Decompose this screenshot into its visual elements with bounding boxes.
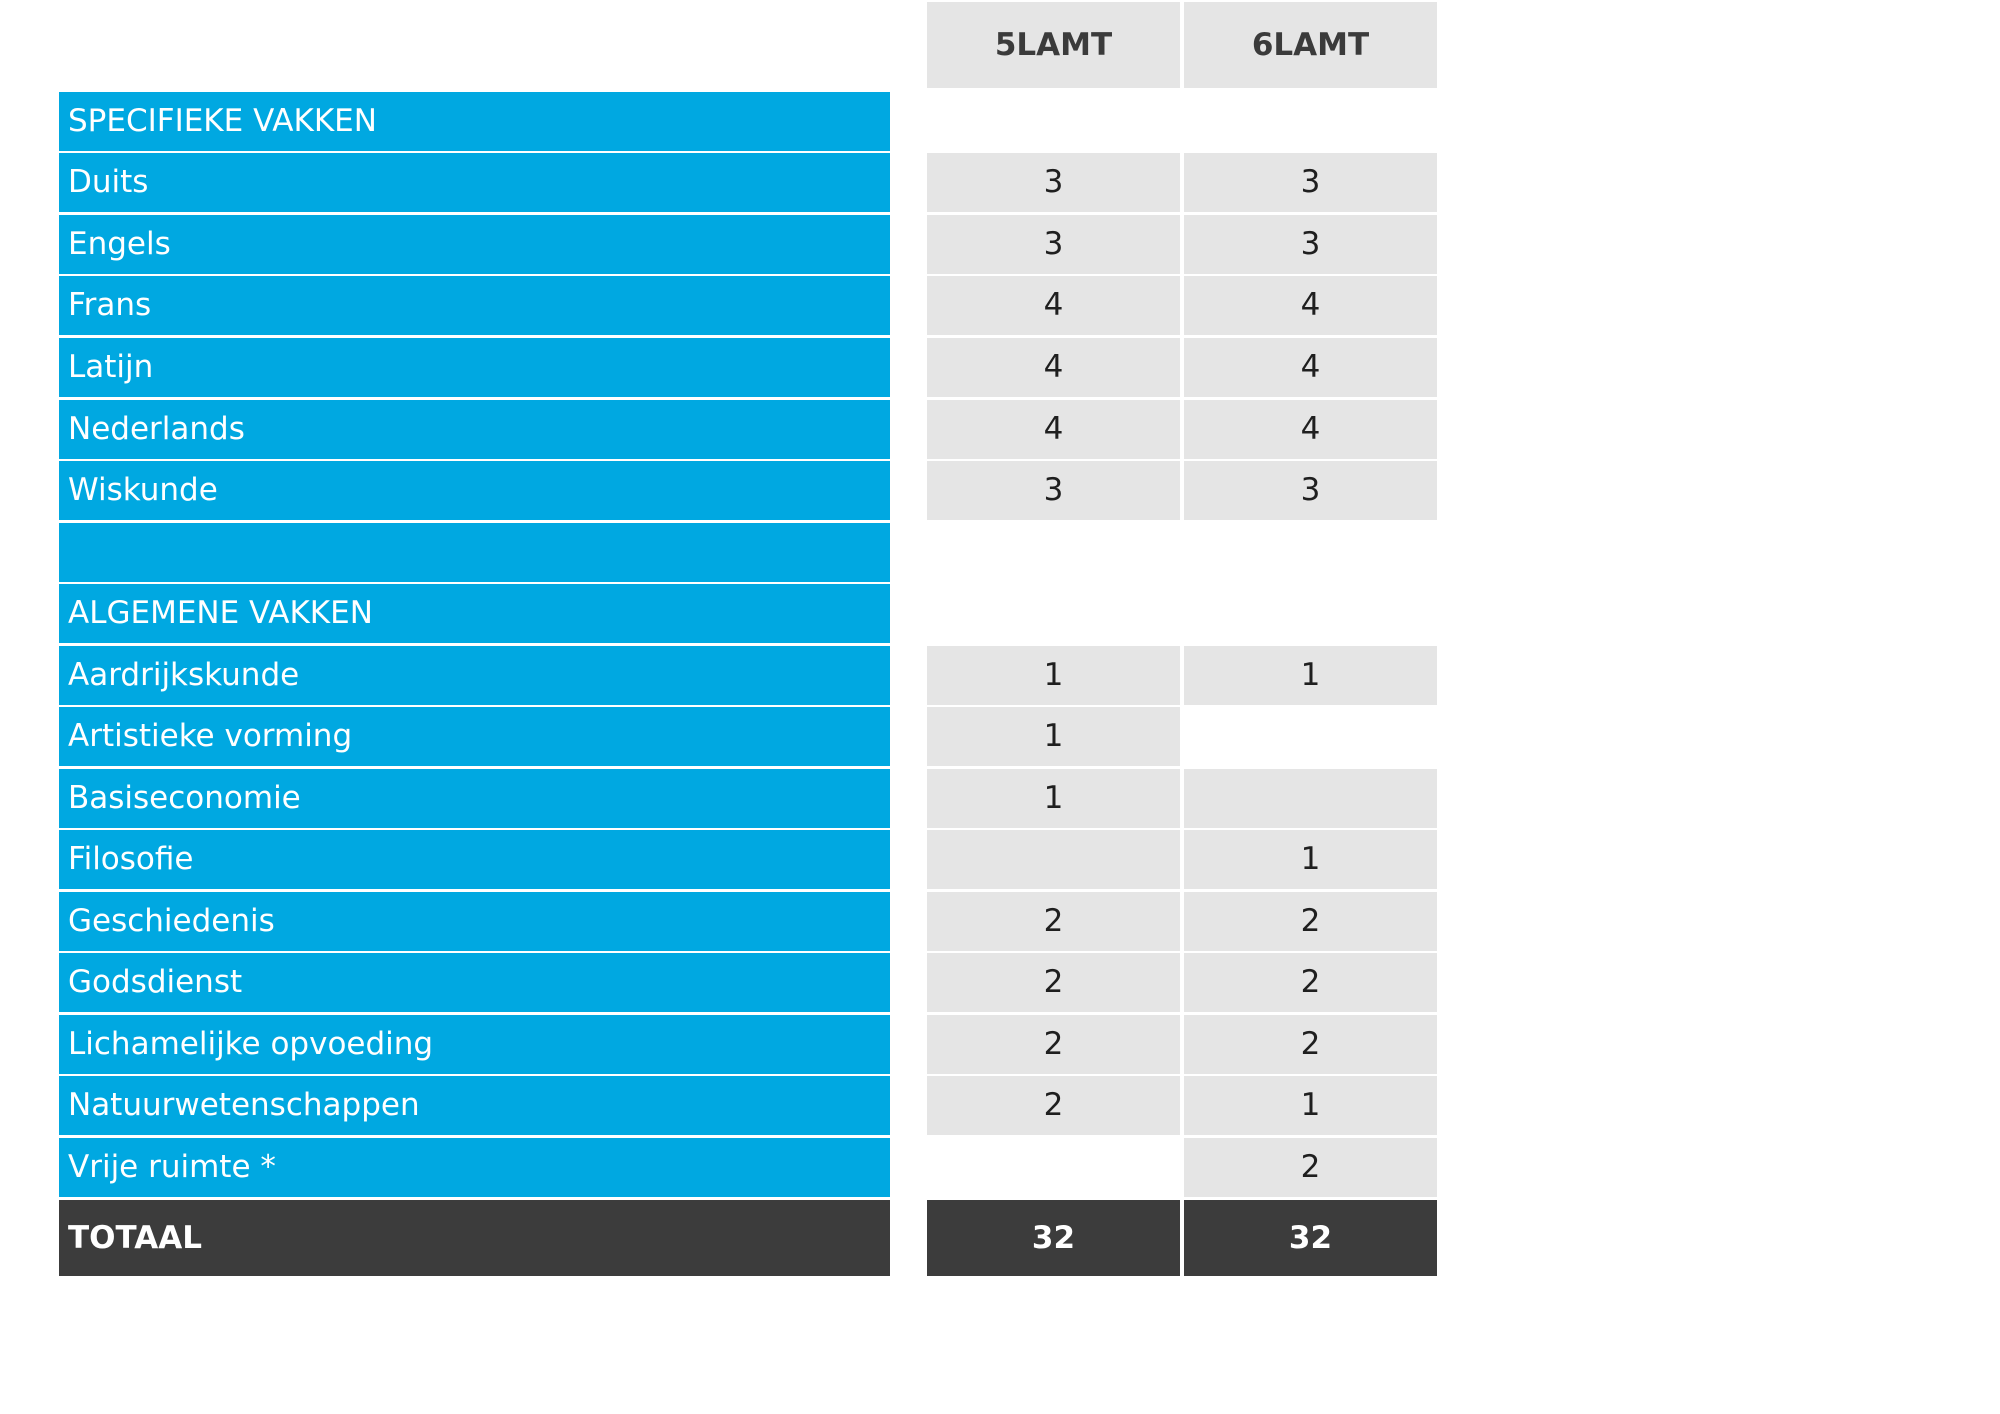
hours-5lamt: 1 [927, 646, 1180, 705]
subject-label: Wiskunde [59, 461, 890, 520]
subject-label: Basiseconomie [59, 769, 890, 828]
hours-6lamt: 2 [1184, 892, 1437, 951]
hours-6lamt: 4 [1184, 276, 1437, 335]
section-title: ALGEMENE VAKKEN [59, 584, 890, 643]
hours-5lamt: 4 [927, 400, 1180, 459]
total-row [0, 1200, 1450, 1276]
table-row [0, 461, 1450, 520]
subject-label: Filosofie [59, 830, 890, 889]
hours-5lamt: 2 [927, 953, 1180, 1012]
hours-6lamt: 2 [1184, 1138, 1437, 1197]
hours-5lamt [927, 1138, 1180, 1197]
table-row [0, 153, 1450, 212]
hours-6lamt: 3 [1184, 153, 1437, 212]
hours-5lamt: 1 [927, 769, 1180, 828]
subject-label: Geschiedenis [59, 892, 890, 951]
hours-5lamt: 3 [927, 153, 1180, 212]
hours-6lamt: 3 [1184, 215, 1437, 274]
table-row [0, 830, 1450, 889]
table-row [0, 215, 1450, 274]
total-label: TOTAAL [59, 1200, 890, 1276]
empty-label [59, 523, 890, 582]
hours-6lamt: 3 [1184, 461, 1437, 520]
table-row [0, 276, 1450, 335]
total-5lamt: 32 [927, 1200, 1180, 1276]
table-row [0, 707, 1450, 766]
table-row [0, 1138, 1450, 1197]
table-row [0, 1076, 1450, 1135]
subject-label: Aardrijkskunde [59, 646, 890, 705]
section-title: SPECIFIEKE VAKKEN [59, 92, 890, 151]
hours-5lamt: 2 [927, 892, 1180, 951]
hours-5lamt [927, 830, 1180, 889]
hours-5lamt: 2 [927, 1076, 1180, 1135]
subject-label: Duits [59, 153, 890, 212]
section-header-algemeen [0, 584, 1450, 643]
table-row [0, 892, 1450, 951]
subject-label: Lichamelijke opvoeding [59, 1015, 890, 1074]
hours-5lamt: 4 [927, 338, 1180, 397]
hours-6lamt: 4 [1184, 338, 1437, 397]
subject-label: Engels [59, 215, 890, 274]
column-header-6lamt: 6LAMT [1184, 2, 1437, 88]
hours-5lamt: 3 [927, 215, 1180, 274]
table-row [0, 769, 1450, 828]
spacer-row [0, 523, 1450, 582]
subject-label: Artistieke vorming [59, 707, 890, 766]
hours-5lamt: 4 [927, 276, 1180, 335]
subject-label: Nederlands [59, 400, 890, 459]
table-row [0, 646, 1450, 705]
table-row [0, 1015, 1450, 1074]
hours-6lamt: 1 [1184, 830, 1437, 889]
table-row [0, 338, 1450, 397]
subject-label: Natuurwetenschappen [59, 1076, 890, 1135]
hours-6lamt [1184, 707, 1437, 766]
subject-label: Vrije ruimte * [59, 1138, 890, 1197]
total-6lamt: 32 [1184, 1200, 1437, 1276]
hours-5lamt: 3 [927, 461, 1180, 520]
column-header-5lamt: 5LAMT [927, 2, 1180, 88]
hours-5lamt: 2 [927, 1015, 1180, 1074]
subject-label: Frans [59, 276, 890, 335]
hours-6lamt: 4 [1184, 400, 1437, 459]
table-row [0, 953, 1450, 1012]
hours-6lamt: 1 [1184, 646, 1437, 705]
hours-6lamt [1184, 769, 1437, 828]
hours-6lamt: 2 [1184, 1015, 1437, 1074]
subject-label: Latijn [59, 338, 890, 397]
hours-5lamt: 1 [927, 707, 1180, 766]
section-header-specifiek [0, 92, 1450, 151]
subject-label: Godsdienst [59, 953, 890, 1012]
hours-6lamt: 2 [1184, 953, 1437, 1012]
hours-6lamt: 1 [1184, 1076, 1437, 1135]
table-row [0, 400, 1450, 459]
